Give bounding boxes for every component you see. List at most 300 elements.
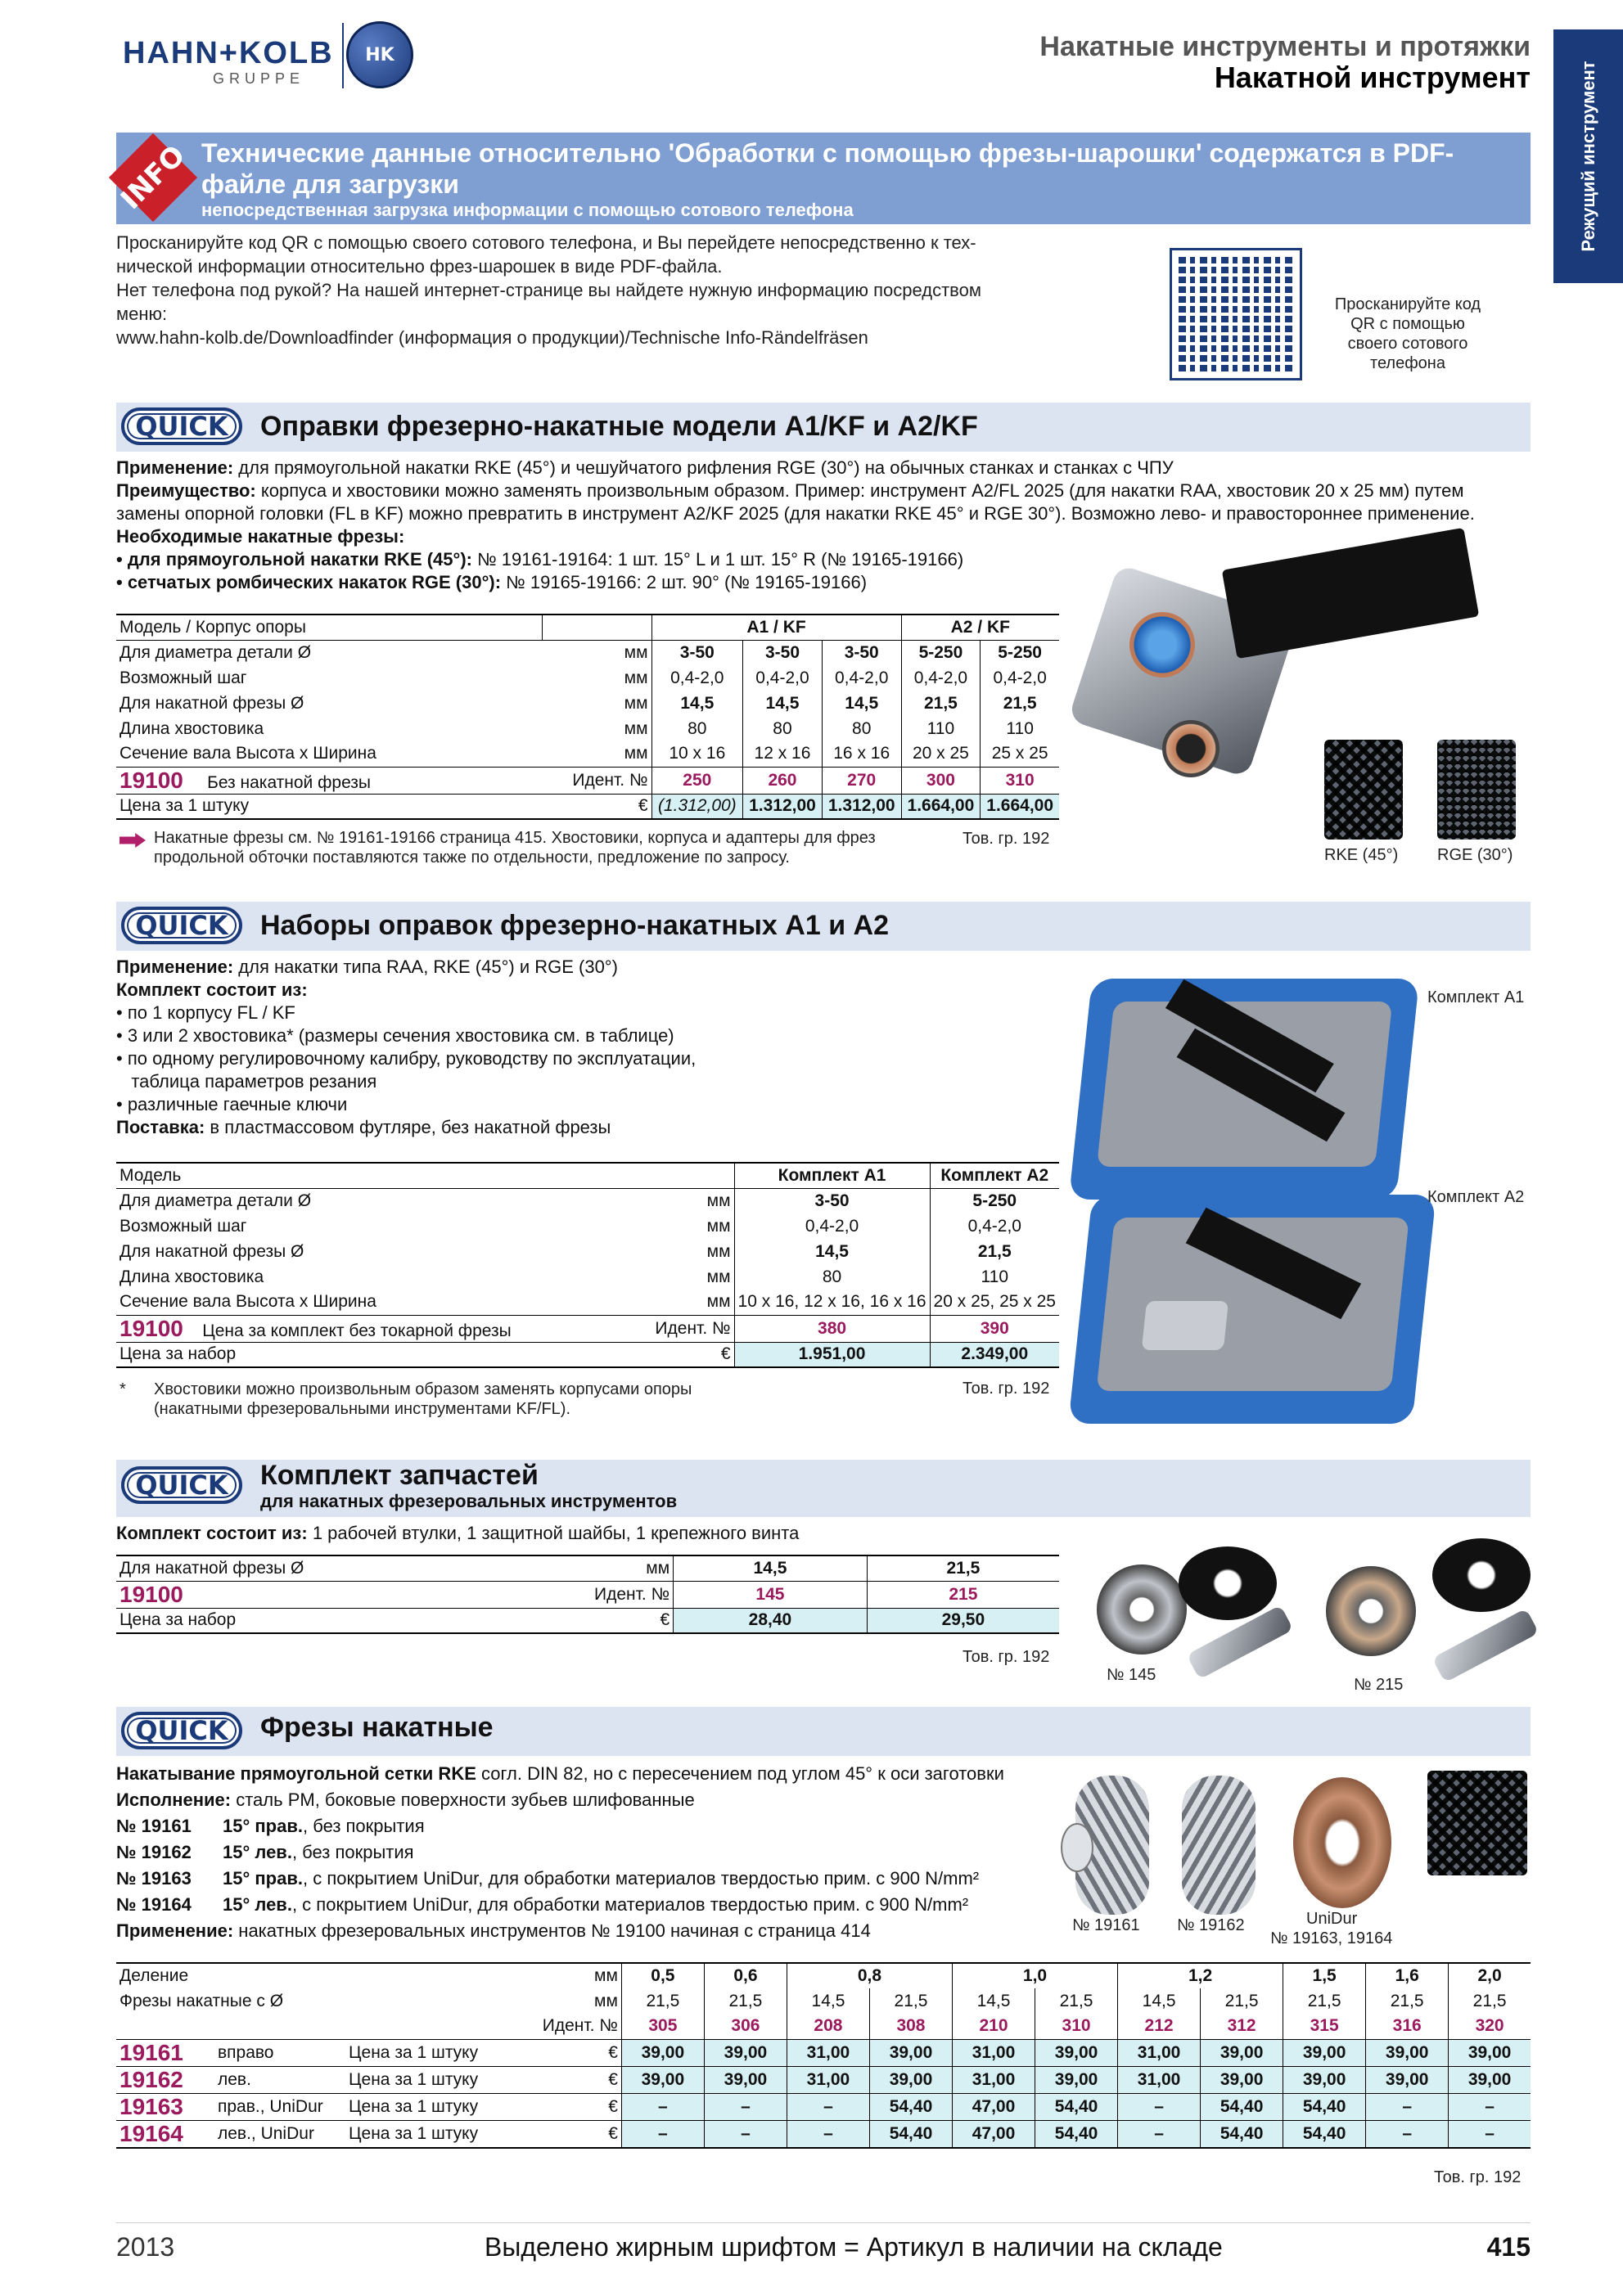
table-header: Комплект A2 bbox=[930, 1163, 1059, 1188]
spec-row bbox=[116, 691, 1059, 716]
ident-number: 215 bbox=[867, 1581, 1059, 1608]
article-number: 19100 bbox=[119, 1581, 183, 1607]
spec-row bbox=[116, 1239, 1059, 1264]
kits-spec-table bbox=[116, 1162, 1059, 1368]
value-cell: 110 bbox=[981, 716, 1059, 741]
price-row bbox=[116, 2039, 1531, 2066]
price-cell: 39,00 bbox=[1035, 2039, 1118, 2066]
spec-row bbox=[116, 1188, 1059, 1213]
variant-line bbox=[116, 1839, 1082, 1866]
currency: € bbox=[542, 794, 651, 819]
side-tab-label: Режущий инструмент bbox=[1577, 61, 1598, 252]
spec-row bbox=[116, 1264, 1059, 1290]
direction: лев. bbox=[218, 2069, 251, 2089]
price-label: Цена за набор bbox=[116, 1342, 629, 1367]
section-title: Комплект запчастей bbox=[260, 1460, 539, 1491]
label: Применение: bbox=[116, 1920, 234, 1941]
ident-number: 312 bbox=[1201, 2014, 1283, 2039]
price-cell: 39,00 bbox=[704, 2039, 787, 2066]
currency: € bbox=[608, 2042, 618, 2062]
ident-number: 315 bbox=[1283, 2014, 1366, 2039]
article-number: 19100 bbox=[119, 1315, 183, 1341]
currency: € bbox=[629, 1342, 734, 1367]
spec-row bbox=[116, 1290, 1059, 1315]
article-number: 19164 bbox=[119, 2120, 183, 2146]
price-cell: 2.349,00 bbox=[930, 1342, 1059, 1367]
image-caption: Комплект A1 bbox=[1427, 988, 1525, 1006]
image-caption: № 19163, 19164 bbox=[1270, 1929, 1393, 1947]
table-header: Комплект A1 bbox=[734, 1163, 930, 1188]
price-cell: – bbox=[704, 2120, 787, 2148]
brand-mark-icon bbox=[346, 21, 413, 88]
label: Исполнение: bbox=[116, 1790, 232, 1810]
variant-line bbox=[116, 1866, 1082, 1892]
footer-year: 2013 bbox=[116, 2232, 175, 2262]
section-description bbox=[116, 956, 1082, 1139]
info-text bbox=[116, 231, 1082, 349]
value-cell: 3-50 bbox=[734, 1188, 930, 1213]
variant-number: № 19163 bbox=[116, 1868, 192, 1889]
rke-pattern-image bbox=[1427, 1771, 1527, 1875]
diameter-cell: 14,5 bbox=[1118, 1988, 1201, 2014]
unit: мм bbox=[624, 693, 648, 713]
price-cell: 31,00 bbox=[787, 2066, 869, 2093]
diameter-cell: 21,5 bbox=[621, 1988, 704, 2014]
value-cell: 14,5 bbox=[651, 691, 743, 716]
row-label: Длина хвостовика bbox=[119, 718, 264, 738]
knurl-19162-image bbox=[1182, 1776, 1256, 1915]
goods-group: Тов. гр. 192 bbox=[1434, 2168, 1522, 2186]
price-cell: 54,40 bbox=[1283, 2093, 1366, 2120]
price-cell: 39,00 bbox=[1283, 2066, 1366, 2093]
footer-divider bbox=[116, 2222, 1531, 2223]
list-item: таблица параметров резания bbox=[116, 1071, 377, 1092]
spare-parts-table bbox=[116, 1555, 1059, 1634]
table-header: A1 / KF bbox=[651, 615, 901, 640]
price-cell: 39,00 bbox=[1283, 2039, 1366, 2066]
info-line: нической информации относительно фрез-шарошек в виде PDF-файла. bbox=[116, 256, 723, 277]
row-label: Для накатной фрезы Ø bbox=[119, 693, 304, 713]
price-cell: – bbox=[1449, 2120, 1531, 2148]
currency: € bbox=[591, 1608, 674, 1633]
image-caption: RGE (30°) bbox=[1437, 846, 1513, 864]
list-item: • по 1 корпусу FL / KF bbox=[116, 1002, 295, 1023]
price-cell: 39,00 bbox=[621, 2066, 704, 2093]
label: • для прямоугольной накатки RKE (45°): bbox=[116, 549, 472, 569]
value-cell: 10 x 16, 12 x 16, 16 x 16 bbox=[734, 1290, 930, 1315]
image-caption: № 19161 bbox=[1072, 1916, 1140, 1934]
price-cell: 54,40 bbox=[869, 2093, 952, 2120]
price-cell: – bbox=[787, 2120, 869, 2148]
brand-mark-letters: HK bbox=[365, 45, 394, 65]
label: Поставка: bbox=[116, 1117, 205, 1137]
unit: мм bbox=[624, 668, 648, 687]
currency: € bbox=[608, 2096, 618, 2116]
section-title: Наборы оправок фрезерно-накатных A1 и A2 bbox=[260, 910, 890, 941]
price-label: Цена за 1 штуку bbox=[349, 2042, 479, 2062]
variant-angle: 15° лев. bbox=[223, 1894, 292, 1915]
unit: мм bbox=[594, 1991, 618, 2010]
variant-number: № 19164 bbox=[116, 1894, 192, 1915]
section-note bbox=[154, 1380, 692, 1419]
table-header: Модель / Корпус опоры bbox=[119, 617, 306, 637]
image-caption: № 19162 bbox=[1177, 1916, 1245, 1934]
pitch-cell: 1,5 bbox=[1283, 1963, 1366, 1988]
value-cell: 110 bbox=[901, 716, 981, 741]
ident-label: Идент. № bbox=[542, 2016, 618, 2036]
value-cell: 0,4-2,0 bbox=[930, 1213, 1059, 1239]
row-label: Длина хвостовика bbox=[119, 1267, 264, 1286]
value-cell: 14,5 bbox=[674, 1555, 868, 1581]
article-number: 19162 bbox=[119, 2066, 183, 2092]
label: Применение: bbox=[116, 957, 234, 977]
price-cell: 31,00 bbox=[1118, 2039, 1201, 2066]
price-cell: 54,40 bbox=[1201, 2093, 1283, 2120]
value-cell: 5-250 bbox=[930, 1188, 1059, 1213]
ident-number: 305 bbox=[621, 2014, 704, 2039]
price-row bbox=[116, 2120, 1531, 2148]
article-number: 19100 bbox=[119, 767, 183, 793]
ident-number: 208 bbox=[787, 2014, 869, 2039]
qr-code-icon[interactable] bbox=[1172, 250, 1300, 378]
quick-logo-icon: QUICK bbox=[121, 1712, 242, 1749]
price-label: Цена за 1 штуку bbox=[349, 2069, 479, 2089]
ident-number: 250 bbox=[651, 767, 743, 794]
price-cell: – bbox=[1449, 2093, 1531, 2120]
value-cell: 5-250 bbox=[981, 640, 1059, 665]
text: 1 рабочей втулки, 1 защитной шайбы, 1 крепежного винта bbox=[307, 1523, 800, 1543]
page-title: Накатной инструмент bbox=[1214, 61, 1531, 94]
image-caption: № 215 bbox=[1354, 1676, 1404, 1694]
value-cell: 80 bbox=[743, 716, 823, 741]
ident-number: 210 bbox=[953, 2014, 1035, 2039]
download-link[interactable]: www.hahn-kolb.de/Downloadfinder (информация о продукции)/Technische Info-Rändelfräsen bbox=[116, 327, 868, 348]
ident-number: 260 bbox=[743, 767, 823, 794]
ident-number: 320 bbox=[1449, 2014, 1531, 2039]
price-cell: 54,40 bbox=[869, 2120, 952, 2148]
image-caption: № 145 bbox=[1107, 1666, 1156, 1684]
pitch-cell: 0,5 bbox=[621, 1963, 704, 1988]
price-cell: – bbox=[1118, 2120, 1201, 2148]
unit: мм bbox=[706, 1267, 731, 1286]
info-line: меню: bbox=[116, 304, 168, 324]
ident-number: 310 bbox=[1035, 2014, 1118, 2039]
info-line: Просканируйте код QR с помощью своего сотового телефона, и Вы перейдете непосредственно к тех- bbox=[116, 232, 976, 253]
price-cell: 39,00 bbox=[704, 2066, 787, 2093]
value-cell: 14,5 bbox=[822, 691, 901, 716]
section-description bbox=[116, 1761, 1082, 1944]
ident-label: Идент. № bbox=[572, 770, 648, 790]
list-item: • по одному регулировочному калибру, руководству по эксплуатации, bbox=[116, 1048, 697, 1069]
info-title: Технические данные относительно 'Обработки с помощью фрезы-шарошки' содержатся в PDF-файле для загрузки bbox=[201, 138, 1454, 199]
diameter-cell: 21,5 bbox=[1283, 1988, 1366, 2014]
row-label: Для диаметра детали Ø bbox=[119, 1191, 312, 1210]
ident-number: 316 bbox=[1366, 2014, 1449, 2039]
price-cell: 1.312,00 bbox=[822, 794, 901, 819]
label: Преимущество: bbox=[116, 480, 256, 501]
kit-a2-case-image bbox=[1068, 1195, 1436, 1424]
footer-legend: Выделено жирным шрифтом = Артикул в наличии на складе bbox=[485, 2232, 1223, 2262]
value-cell: 3-50 bbox=[822, 640, 901, 665]
text: замены опорной головки (FL в KF) можно превратить в инструмент A2/KF 2025 (для накатки RKE 45° и RGE 30°). Возможно лево- и правостороннее применение. bbox=[116, 503, 1475, 524]
text: № 19165-19166: 2 шт. 90° (№ 19165-19166) bbox=[501, 572, 868, 592]
diameter-cell: 21,5 bbox=[1035, 1988, 1118, 2014]
label: Необходимые накатные фрезы: bbox=[116, 526, 405, 547]
unit: мм bbox=[706, 1241, 731, 1261]
direction: прав., UniDur bbox=[218, 2096, 323, 2116]
pitch-cell: 1,6 bbox=[1366, 1963, 1449, 1988]
article-desc: Без накатной фрезы bbox=[207, 772, 372, 792]
value-cell: 0,4-2,0 bbox=[981, 665, 1059, 691]
unit: мм bbox=[706, 1292, 731, 1312]
price-cell: (1.312,00) bbox=[651, 794, 743, 819]
article-number: 19161 bbox=[119, 2039, 183, 2065]
knurl-unidur-image bbox=[1293, 1777, 1391, 1908]
row-label: Для накатной фрезы Ø bbox=[119, 1241, 304, 1261]
price-cell: – bbox=[1366, 2093, 1449, 2120]
article-desc: Цена за комплект без токарной фрезы bbox=[202, 1321, 512, 1340]
note-line: Накатные фрезы см. № 19161-19166 страница 415. Хвостовики, корпуса и адаптеры для фрез bbox=[154, 829, 876, 847]
value-cell: 80 bbox=[822, 716, 901, 741]
price-cell: – bbox=[704, 2093, 787, 2120]
price-cell: 1.664,00 bbox=[981, 794, 1059, 819]
price-cell: 31,00 bbox=[953, 2066, 1035, 2093]
sleeve-145-image bbox=[1097, 1564, 1187, 1654]
note-line: Хвостовики можно произвольным образом заменять корпусами опоры bbox=[154, 1380, 692, 1398]
value-cell: 3-50 bbox=[651, 640, 743, 665]
washer-215-image bbox=[1432, 1538, 1531, 1612]
spec-row bbox=[116, 716, 1059, 741]
ident-number: 310 bbox=[981, 767, 1059, 794]
diameter-cell: 14,5 bbox=[787, 1988, 869, 2014]
quick-logo-icon: QUICK bbox=[121, 407, 242, 445]
section-note bbox=[154, 828, 876, 867]
unit: мм bbox=[624, 642, 648, 662]
price-cell: 54,40 bbox=[1283, 2120, 1366, 2148]
holders-spec-table bbox=[116, 614, 1059, 820]
goods-group: Тов. гр. 192 bbox=[963, 1648, 1050, 1666]
diameter-cell: 21,5 bbox=[1449, 1988, 1531, 2014]
price-cell: – bbox=[621, 2120, 704, 2148]
price-cell: 1.312,00 bbox=[743, 794, 823, 819]
text: № 19161-19164: 1 шт. 15° L и 1 шт. 15° R (№ 19165-19166) bbox=[471, 549, 964, 569]
diameter-row bbox=[116, 1988, 1531, 2014]
label: Накатывание прямоугольной сетки RKE bbox=[116, 1763, 476, 1784]
value-cell: 20 x 25, 25 x 25 bbox=[930, 1290, 1059, 1315]
ident-number: 306 bbox=[704, 2014, 787, 2039]
price-cell: – bbox=[621, 2093, 704, 2120]
row-label: Сечение вала Высота x Ширина bbox=[119, 1292, 376, 1312]
text: накатных фрезеровальных инструментов № 19100 начиная с страница 414 bbox=[233, 1920, 871, 1941]
row-label: Возможный шаг bbox=[119, 1216, 247, 1236]
price-cell: 39,00 bbox=[869, 2066, 952, 2093]
unit: мм bbox=[706, 1216, 731, 1236]
knurl-wheel-icon bbox=[1129, 612, 1195, 678]
variant-line bbox=[116, 1892, 1082, 1918]
price-label: Цена за 1 штуку bbox=[116, 794, 542, 819]
price-row bbox=[116, 2066, 1531, 2093]
unit: мм bbox=[624, 718, 648, 738]
side-tab[interactable] bbox=[1553, 29, 1623, 283]
ident-number: 270 bbox=[822, 767, 901, 794]
value-cell: 110 bbox=[930, 1264, 1059, 1290]
screw-215-image bbox=[1432, 1608, 1540, 1682]
price-cell: 39,00 bbox=[869, 2039, 952, 2066]
variant-desc: , с покрытием UniDur, для обработки материалов твердостью прим. с 900 N/mm² bbox=[302, 1868, 980, 1889]
price-cell: – bbox=[1118, 2093, 1201, 2120]
direction: лев., UniDur bbox=[218, 2123, 314, 2143]
variant-number: № 19161 bbox=[116, 1816, 192, 1836]
variant-number: № 19162 bbox=[116, 1842, 192, 1862]
ident-number: 300 bbox=[901, 767, 981, 794]
price-cell: 39,00 bbox=[1449, 2066, 1531, 2093]
value-cell: 20 x 25 bbox=[901, 741, 981, 767]
ident-label: Идент. № bbox=[594, 1584, 670, 1604]
washer-145-image bbox=[1179, 1546, 1277, 1620]
row-label: Возможный шаг bbox=[119, 668, 247, 687]
price-label: Цена за набор bbox=[116, 1608, 591, 1633]
pitch-row bbox=[116, 1963, 1531, 1988]
variant-angle: 15° лев. bbox=[223, 1842, 292, 1862]
knurl-wheel-icon bbox=[1162, 720, 1220, 777]
page-category: Накатные инструменты и протяжки bbox=[1039, 31, 1531, 62]
brand-logo-sub: GRUPPE bbox=[213, 70, 305, 87]
ident-number: 390 bbox=[930, 1315, 1059, 1342]
diameter-cell: 21,5 bbox=[704, 1988, 787, 2014]
price-cell: 39,00 bbox=[1449, 2039, 1531, 2066]
spec-row bbox=[116, 741, 1059, 767]
label: Комплект состоит из: bbox=[116, 1523, 308, 1543]
rke-pattern-image bbox=[1324, 740, 1403, 840]
spec-row bbox=[116, 665, 1059, 691]
ident-number: 145 bbox=[674, 1581, 868, 1608]
value-cell: 3-50 bbox=[743, 640, 823, 665]
price-cell: 39,00 bbox=[1035, 2066, 1118, 2093]
image-caption: RKE (45°) bbox=[1324, 846, 1399, 864]
note-line: продольной обточки поставляются также по отдельности, предложение по запросу. bbox=[154, 849, 790, 867]
pitch-cell: 1,0 bbox=[953, 1963, 1118, 1988]
value-cell: 14,5 bbox=[743, 691, 823, 716]
quick-logo-icon: QUICK bbox=[121, 1466, 242, 1504]
logo-divider bbox=[342, 23, 344, 88]
text: сталь PM, боковые поверхности зубьев шлифованные bbox=[231, 1790, 695, 1810]
price-cell: 39,00 bbox=[1201, 2066, 1283, 2093]
direction: вправо bbox=[218, 2042, 274, 2062]
value-cell: 21,5 bbox=[930, 1239, 1059, 1264]
value-cell: 0,4-2,0 bbox=[822, 665, 901, 691]
price-cell: 1.951,00 bbox=[734, 1342, 930, 1367]
knurl-bore-icon bbox=[1061, 1823, 1093, 1872]
text: для накатки типа RAA, RKE (45°) и RGE (30°) bbox=[233, 957, 618, 977]
row-label: Фрезы накатные с Ø bbox=[119, 1991, 284, 2010]
table-header: Модель bbox=[119, 1165, 182, 1185]
value-cell: 80 bbox=[734, 1264, 930, 1290]
section-title: Оправки фрезерно-накатные модели A1/KF и A2/KF bbox=[260, 411, 978, 442]
value-cell: 80 bbox=[651, 716, 743, 741]
variant-angle: 15° прав. bbox=[223, 1816, 303, 1836]
pitch-cell: 0,8 bbox=[787, 1963, 952, 1988]
goods-group: Тов. гр. 192 bbox=[963, 830, 1050, 848]
sleeve-215-image bbox=[1326, 1566, 1416, 1656]
ident-number: 308 bbox=[869, 2014, 952, 2039]
unit: мм bbox=[646, 1558, 670, 1578]
holder-image bbox=[1142, 1301, 1229, 1350]
article-number: 19163 bbox=[119, 2093, 183, 2119]
pitch-cell: 2,0 bbox=[1449, 1963, 1531, 1988]
diameter-cell: 21,5 bbox=[869, 1988, 952, 2014]
label: Применение: bbox=[116, 457, 234, 478]
price-label: Цена за 1 штуку bbox=[349, 2123, 479, 2143]
value-cell: 21,5 bbox=[901, 691, 981, 716]
text: согл. DIN 82, но с пересечением под углом 45° к оси заготовки bbox=[476, 1763, 1004, 1784]
image-caption: UniDur bbox=[1306, 1910, 1358, 1928]
price-cell: 39,00 bbox=[621, 2039, 704, 2066]
value-cell: 16 x 16 bbox=[822, 741, 901, 767]
variant-angle: 15° прав. bbox=[223, 1868, 303, 1889]
value-cell: 21,5 bbox=[981, 691, 1059, 716]
text: для прямоугольной накатки RKE (45°) и чешуйчатого рифления RGE (30°) на обычных станках и станках с ЧПУ bbox=[233, 457, 1174, 478]
price-label: Цена за 1 штуку bbox=[349, 2096, 479, 2116]
quick-logo-icon: QUICK bbox=[121, 907, 242, 944]
price-cell: 28,40 bbox=[674, 1608, 868, 1633]
price-cell: 47,00 bbox=[953, 2093, 1035, 2120]
value-cell: 12 x 16 bbox=[743, 741, 823, 767]
image-caption: Комплект A2 bbox=[1427, 1188, 1525, 1206]
row-label: Для накатной фрезы Ø bbox=[119, 1558, 304, 1578]
currency: € bbox=[608, 2123, 618, 2143]
pitch-cell: 0,6 bbox=[704, 1963, 787, 1988]
price-cell: – bbox=[787, 2093, 869, 2120]
price-cell: 31,00 bbox=[787, 2039, 869, 2066]
ident-number: 212 bbox=[1118, 2014, 1201, 2039]
rge-pattern-image bbox=[1437, 740, 1516, 840]
variant-line bbox=[116, 1813, 1082, 1839]
price-cell: 54,40 bbox=[1035, 2093, 1118, 2120]
value-cell: 25 x 25 bbox=[981, 741, 1059, 767]
spec-row bbox=[116, 640, 1059, 665]
row-label: Деление bbox=[119, 1966, 189, 1985]
note-line: (накатными фрезеровальными инструментами KF/FL). bbox=[154, 1400, 571, 1418]
value-cell: 0,4-2,0 bbox=[901, 665, 981, 691]
price-cell: 39,00 bbox=[1201, 2039, 1283, 2066]
unit: мм bbox=[624, 744, 648, 763]
pitch-cell: 1,2 bbox=[1118, 1963, 1283, 1988]
info-icon: INFO bbox=[109, 133, 197, 222]
price-cell: 31,00 bbox=[953, 2039, 1035, 2066]
price-cell: 39,00 bbox=[1366, 2066, 1449, 2093]
row-label: Для диаметра детали Ø bbox=[119, 642, 312, 662]
page-number: 415 bbox=[1486, 2232, 1531, 2262]
currency: € bbox=[608, 2069, 618, 2089]
ident-row bbox=[116, 2014, 1531, 2039]
text: в пластмассовом футляре, без накатной фрезы bbox=[205, 1117, 611, 1137]
price-cell: 47,00 bbox=[953, 2120, 1035, 2148]
goods-group: Тов. гр. 192 bbox=[963, 1380, 1050, 1398]
price-cell: 29,50 bbox=[867, 1608, 1059, 1633]
info-line: Нет телефона под рукой? На нашей интернет-странице вы найдете нужную информацию посредством bbox=[116, 280, 981, 300]
text: корпуса и хвостовики можно заменять произвольным образом. Пример: инструмент A2/FL 2025 (для накатки RAA, хвостовик 20 x 25 мм) путем bbox=[255, 480, 1464, 501]
value-cell: 0,4-2,0 bbox=[734, 1213, 930, 1239]
arrow-right-icon bbox=[119, 833, 146, 848]
value-cell: 0,4-2,0 bbox=[651, 665, 743, 691]
diameter-cell: 14,5 bbox=[953, 1988, 1035, 2014]
diameter-cell: 21,5 bbox=[1366, 1988, 1449, 2014]
value-cell: 10 x 16 bbox=[651, 741, 743, 767]
variant-desc: , с покрытием UniDur, для обработки материалов твердостью прим. с 900 N/mm² bbox=[291, 1894, 969, 1915]
section-title: Фрезы накатные bbox=[260, 1712, 494, 1743]
variant-list bbox=[116, 1813, 1082, 1918]
price-cell: 31,00 bbox=[1118, 2066, 1201, 2093]
